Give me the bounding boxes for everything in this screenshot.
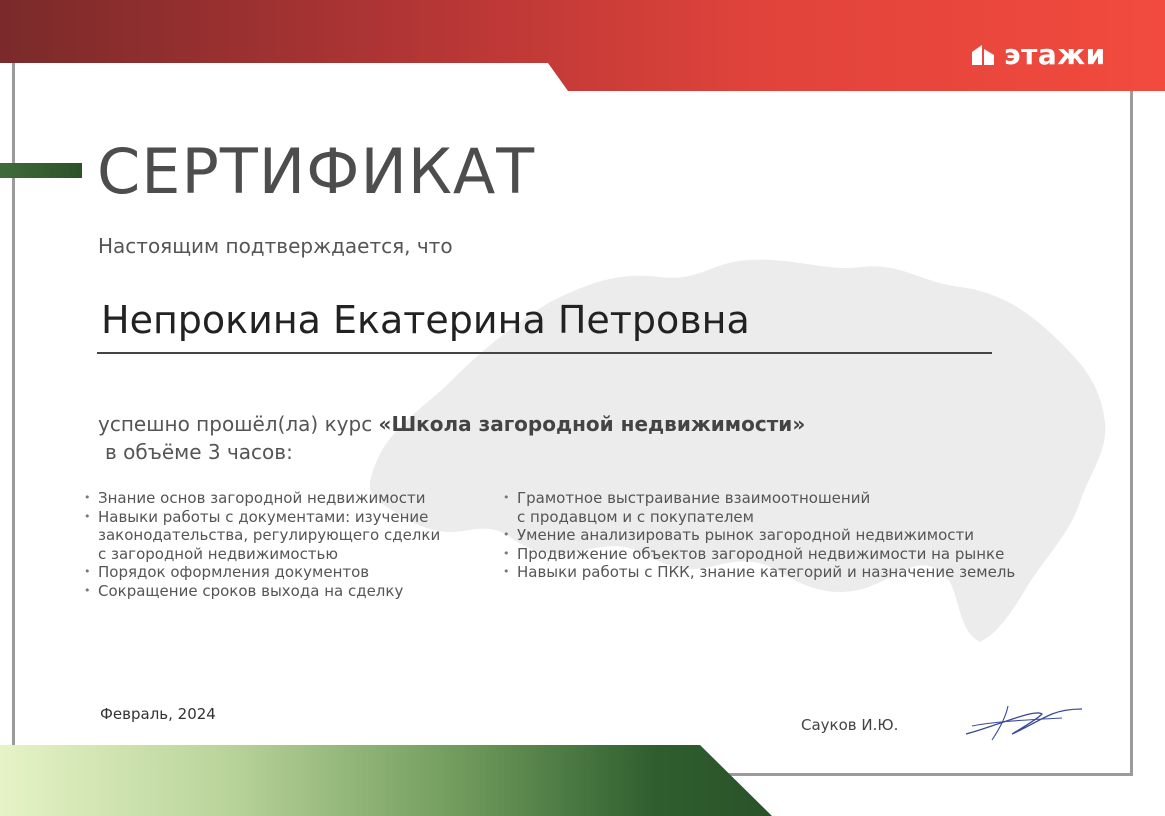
skills-list-right — [503, 489, 1103, 582]
skill-item-continuation: законодательства, регулирующего сделки — [98, 526, 441, 544]
building-icon — [970, 43, 996, 65]
brand-name: этажи — [1004, 37, 1106, 71]
confirmation-text: Настоящим подтверждается, что — [98, 234, 453, 258]
signature-image — [962, 700, 1086, 742]
course-statement — [98, 412, 805, 436]
skill-item-continuation: с загородной недвижимостью — [98, 544, 339, 563]
bottom-banner — [0, 745, 772, 816]
name-underline — [97, 352, 992, 354]
recipient-name: Непрокина Екатерина Петровна — [101, 298, 750, 342]
skill-item-continuation: с продавцом и с покупателем — [517, 507, 754, 526]
green-accent-bar — [0, 163, 82, 178]
certificate-title: СЕРТИФИКАТ — [97, 135, 536, 208]
skill-item: • Навыки работы с ПКК, знание категорий и назначение земель — [503, 563, 1103, 582]
course-hours: в объёме 3 часов: — [105, 440, 293, 464]
skill-item: • Знание основ загородной недвижимости — [84, 489, 494, 508]
skill-item: • Грамотное выстраивание взаимоотношений — [503, 489, 1103, 508]
skill-item: • Умение анализировать рынок загородной недвижимости — [503, 526, 1103, 545]
skill-item: • Сокращение сроков выхода на сделку — [84, 582, 494, 601]
skill-item: • Продвижение объектов загородной недвижимости на рынке — [503, 545, 1103, 564]
course-prefix: успешно прошёл(ла) курс — [98, 412, 379, 436]
brand-logo — [970, 34, 1106, 74]
signer-name: Сауков И.Ю. — [801, 716, 899, 734]
skill-item: • Навыки работы с документами: изучение — [84, 508, 494, 527]
skills-list-left — [84, 489, 494, 600]
skill-item: • Порядок оформления документов — [84, 563, 494, 582]
course-name: «Школа загородной недвижимости» — [378, 412, 806, 436]
issue-date: Февраль, 2024 — [100, 705, 216, 723]
